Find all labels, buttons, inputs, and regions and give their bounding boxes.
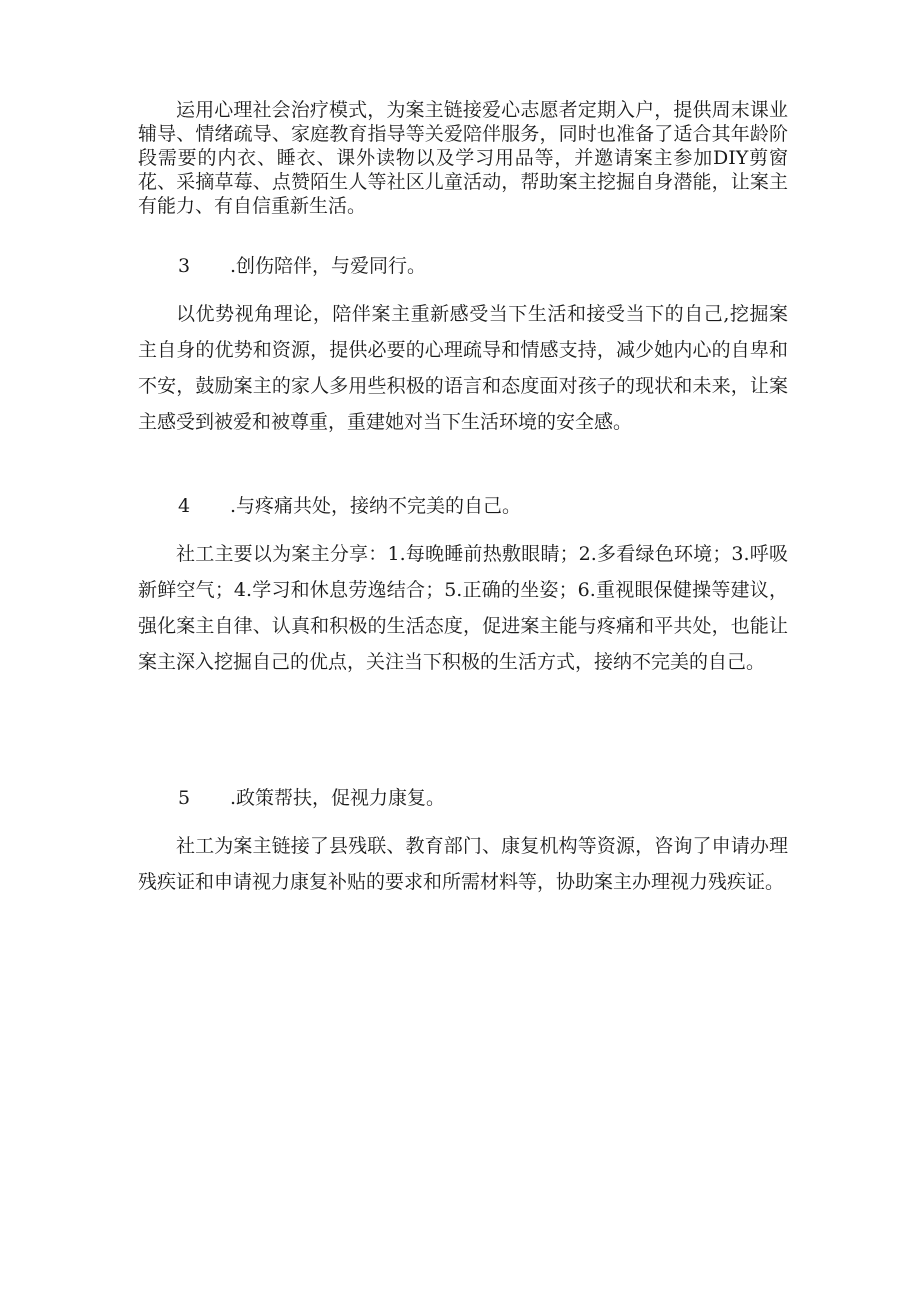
paragraph-health-advice: 社工主要以为案主分享：1.每晚睡前热敷眼睛；2.多看绿色环境；3.呼吸新鲜空气；4.学习和休息劳逸结合；5.正确的坐姿；6.重视眼保健操等建议，强化案主自律、认真和积极的生活态度，促进案主能与疼痛和平共处，也能让案主深入挖掘自己的优点，关注当下积极的生活方式，接纳不完美的自己。 (138, 543, 788, 673)
heading-number: 5 (178, 787, 191, 809)
heading-coexist-with-pain (178, 494, 521, 518)
heading-text: .创伤陪伴，与爱同行。 (230, 255, 427, 277)
heading-number: 4 (178, 495, 191, 517)
heading-text: .政策帮扶，促视力康复。 (230, 787, 446, 809)
paragraph-psychosocial-therapy: 运用心理社会治疗模式，为案主链接爱心志愿者定期入户，提供周末课业辅导、情绪疏导、家庭教育指导等关爱陪伴服务，同时也准备了适合其年龄阶段需要的内衣、睡衣、课外读物以及学习用品等，并邀请案主参加DIY剪窗花、采摘草莓、点赞陌生人等社区儿童活动，帮助案主挖掘自身潜能，让案主有能力、有自信重新生活。 (138, 99, 788, 217)
paragraph-resource-linking: 社工为案主链接了县残联、教育部门、康复机构等资源，咨询了申请办理残疾证和申请视力康复补贴的要求和所需材料等，协助案主办理视力残疾证。 (138, 835, 788, 893)
heading-trauma-companionship (178, 254, 426, 278)
heading-text: .与疼痛共处，接纳不完美的自己。 (230, 495, 522, 517)
paragraph-strengths-perspective: 以优势视角理论，陪伴案主重新感受当下生活和接受当下的自己,挖掘案主自身的优势和资源，提供必要的心理疏导和情感支持，减少她内心的自卑和不安，鼓励案主的家人多用些积极的语言和态度面对孩子的现状和未来，让案主感受到被爱和被尊重，重建她对当下生活环境的安全感。 (138, 303, 788, 433)
heading-policy-support (178, 786, 445, 810)
heading-number: 3 (178, 255, 191, 277)
